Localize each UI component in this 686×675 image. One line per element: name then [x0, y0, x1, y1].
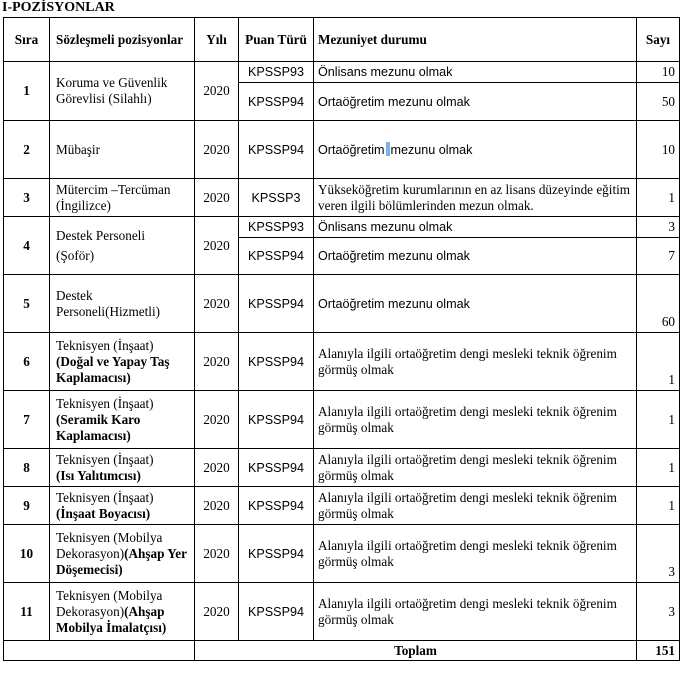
year-cell: 2020 — [195, 449, 239, 487]
row-no: 1 — [4, 62, 50, 121]
row-no: 6 — [4, 333, 50, 391]
count-cell: 1 — [637, 333, 680, 391]
score-type-cell: KPSSP94 — [239, 391, 314, 449]
education-cell: Yükseköğretim kurumlarının en az lisans düzeyinde eğitim veren ilgili bölümlerinden mezun olmak. — [314, 179, 637, 217]
count-cell: 1 — [637, 179, 680, 217]
education-cell: Alanıyla ilgili ortaöğretim dengi mesleki teknik öğrenim görmüş olmak — [314, 391, 637, 449]
header-position: Sözleşmeli pozisyonlar — [50, 18, 195, 62]
education-cell: Ortaöğretim mezunu olmak — [314, 83, 637, 121]
table-row — [4, 275, 680, 333]
year-cell: 2020 — [195, 179, 239, 217]
score-type-cell: KPSSP93 — [239, 62, 314, 83]
position-name — [50, 333, 195, 391]
table-row — [4, 179, 680, 217]
total-empty-cell — [4, 641, 195, 661]
year-cell: 2020 — [195, 333, 239, 391]
year-cell: 2020 — [195, 487, 239, 525]
table-row — [4, 449, 680, 487]
score-type-cell: KPSSP94 — [239, 525, 314, 583]
education-cell — [314, 121, 637, 179]
row-no: 8 — [4, 449, 50, 487]
score-type-cell: KPSSP94 — [239, 83, 314, 121]
position-title: Teknisyen (İnşaat) — [56, 337, 154, 353]
education-text: Ortaöğretim — [318, 142, 385, 157]
position-name — [50, 487, 195, 525]
score-type-cell: KPSSP93 — [239, 217, 314, 238]
score-type-cell: KPSSP94 — [239, 449, 314, 487]
education-text: mezunu olmak — [390, 142, 473, 157]
position-title: Teknisyen (Mobilya Dekorasyon) — [56, 529, 163, 561]
positions-table — [3, 17, 680, 661]
total-value: 151 — [637, 641, 680, 661]
position-name — [50, 217, 195, 275]
year-cell: 2020 — [195, 525, 239, 583]
table-row — [4, 391, 680, 449]
table-row — [4, 525, 680, 583]
row-no: 7 — [4, 391, 50, 449]
position-name — [50, 275, 195, 333]
row-no: 9 — [4, 487, 50, 525]
position-title: Teknisyen (Mobilya Dekorasyon) — [56, 587, 163, 619]
position-name: Mütercim –Tercüman (İngilizce) — [50, 179, 195, 217]
count-cell: 3 — [637, 217, 680, 238]
header-count: Sayı — [637, 18, 680, 62]
row-no: 10 — [4, 525, 50, 583]
position-name: Mübaşir — [50, 121, 195, 179]
position-specialty: (İnşaat Boyacısı) — [56, 505, 151, 521]
table-row — [4, 333, 680, 391]
table-row — [4, 62, 680, 83]
position-specialty: (Isı Yalıtımcısı) — [56, 467, 141, 483]
count-cell: 1 — [637, 391, 680, 449]
position-title: Teknisyen (İnşaat) — [56, 489, 154, 505]
score-type-cell: KPSSP3 — [239, 179, 314, 217]
table-row — [4, 121, 680, 179]
header-score-type: Puan Türü — [239, 18, 314, 62]
year-cell: 2020 — [195, 62, 239, 121]
education-cell: Alanıyla ilgili ortaöğretim dengi mesleki teknik öğrenim görmüş olmak — [314, 525, 637, 583]
total-label: Toplam — [195, 641, 637, 661]
year-cell: 2020 — [195, 121, 239, 179]
header-no: Sıra — [4, 18, 50, 62]
position-name — [50, 449, 195, 487]
row-no: 4 — [4, 217, 50, 275]
row-no: 5 — [4, 275, 50, 333]
score-type-cell: KPSSP94 — [239, 333, 314, 391]
education-cell: Önlisans mezunu olmak — [314, 217, 637, 238]
text-cursor — [386, 142, 390, 156]
count-cell: 10 — [637, 62, 680, 83]
score-type-cell: KPSSP94 — [239, 238, 314, 275]
header-row — [4, 18, 680, 62]
position-line: Personeli(Hizmetli) — [56, 303, 161, 319]
section-heading: I-POZİSYONLAR — [2, 0, 115, 15]
education-cell: Önlisans mezunu olmak — [314, 62, 637, 83]
score-type-cell: KPSSP94 — [239, 583, 314, 641]
count-cell: 7 — [637, 238, 680, 275]
table-row — [4, 583, 680, 641]
position-specialty: (Ahşap Yer Döşemecisi) — [56, 545, 187, 577]
score-type-cell: KPSSP94 — [239, 275, 314, 333]
position-name: Koruma ve Güvenlik Görevlisi (Silahlı) — [50, 62, 195, 121]
position-line: Destek Personeli — [56, 227, 145, 243]
position-title: Teknisyen (İnşaat) — [56, 395, 154, 411]
count-cell: 1 — [637, 487, 680, 525]
position-name — [50, 525, 195, 583]
count-cell: 60 — [637, 275, 680, 333]
count-cell: 1 — [637, 449, 680, 487]
row-no: 11 — [4, 583, 50, 641]
position-name — [50, 583, 195, 641]
year-cell: 2020 — [195, 391, 239, 449]
education-cell: Alanıyla ilgili ortaöğretim dengi mesleki teknik öğrenim görmüş olmak — [314, 333, 637, 391]
position-line: (Şoför) — [56, 247, 95, 263]
score-type-cell: KPSSP94 — [239, 487, 314, 525]
header-education: Mezuniyet durumu — [314, 18, 637, 62]
position-specialty: (Ahşap Mobilya İmalatçısı) — [56, 603, 167, 635]
position-specialty: (Seramik Karo Kaplamacısı) — [56, 411, 141, 443]
position-line: Destek — [56, 287, 93, 303]
count-cell: 50 — [637, 83, 680, 121]
total-row — [4, 641, 680, 661]
count-cell: 3 — [637, 525, 680, 583]
year-cell: 2020 — [195, 217, 239, 275]
year-cell: 2020 — [195, 275, 239, 333]
position-specialty: (Doğal ve Yapay Taş Kaplamacısı) — [56, 353, 170, 385]
year-cell: 2020 — [195, 583, 239, 641]
education-cell: Alanıyla ilgili ortaöğretim dengi mesleki teknik öğrenim görmüş olmak — [314, 583, 637, 641]
header-year: Yılı — [195, 18, 239, 62]
row-no: 3 — [4, 179, 50, 217]
position-name — [50, 391, 195, 449]
count-cell: 3 — [637, 583, 680, 641]
table-row — [4, 487, 680, 525]
position-title: Teknisyen (İnşaat) — [56, 451, 154, 467]
education-cell: Ortaöğretim mezunu olmak — [314, 238, 637, 275]
row-no: 2 — [4, 121, 50, 179]
education-cell: Alanıyla ilgili ortaöğretim dengi mesleki teknik öğrenim görmüş olmak — [314, 487, 637, 525]
table-row — [4, 217, 680, 238]
count-cell: 10 — [637, 121, 680, 179]
education-cell: Ortaöğretim mezunu olmak — [314, 275, 637, 333]
score-type-cell: KPSSP94 — [239, 121, 314, 179]
education-cell: Alanıyla ilgili ortaöğretim dengi mesleki teknik öğrenim görmüş olmak — [314, 449, 637, 487]
